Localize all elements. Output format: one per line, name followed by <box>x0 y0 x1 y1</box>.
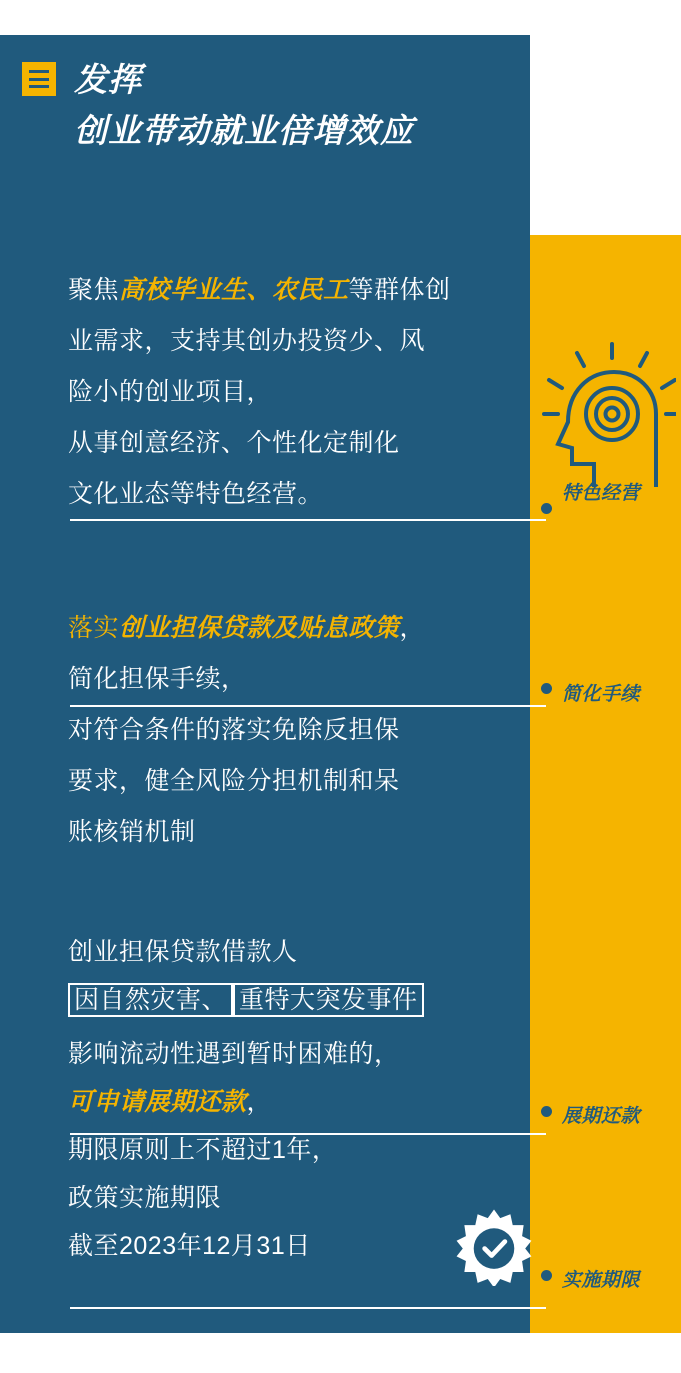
connector-line-3 <box>70 1133 546 1135</box>
page-title-line1: 发挥 <box>74 60 142 98</box>
callout-label-extend-repayment: 展期还款 <box>562 1106 641 1127</box>
hamburger-icon <box>22 62 56 96</box>
text-block-entrepreneurship-demand <box>68 265 498 520</box>
highlight-run: 创业担保贷款及贴息政策 <box>119 614 400 642</box>
text-line: 账核销机制 <box>68 818 196 846</box>
text-line: 文化业态等特色经营。 <box>68 480 324 508</box>
connector-line-1 <box>70 519 546 521</box>
connector-dot-3 <box>541 1106 552 1117</box>
boxed-term-major-emergency: 重特大突发事件 <box>233 983 424 1017</box>
text-line: 从事创意经济、个性化定制化 <box>68 429 400 457</box>
text-line: 截至2023年12月31日 <box>68 1232 311 1260</box>
connector-line-2 <box>70 705 546 707</box>
boxed-term-disaster: 因自然灾害、 <box>68 983 233 1017</box>
text-line: 业需求，支持其创办投资少、风 <box>68 327 426 355</box>
head-idea-icon <box>536 322 676 487</box>
highlight-run: 高校毕业生、农民工 <box>119 276 349 304</box>
callout-label-implementation-deadline: 实施期限 <box>562 1270 641 1291</box>
text-block-guarantee-loan <box>68 603 508 858</box>
text-line: 险小的创业项目， <box>68 378 273 406</box>
text-line: 期限原则上不超过1年， <box>68 1136 338 1164</box>
text-line: 要求，健全风险分担机制和呆 <box>68 767 400 795</box>
text-run: 聚焦 <box>68 276 120 304</box>
text-line <box>68 265 498 316</box>
text-run: 落实 <box>68 614 120 642</box>
header-title-row <box>22 62 492 96</box>
text-line: 创业担保贷款借款人 <box>68 938 298 966</box>
page-title-line2: 创业带动就业倍增效应 <box>74 112 414 149</box>
text-run: ， <box>246 1088 273 1116</box>
callout-label-featured-operation: 特色经营 <box>562 483 641 504</box>
poster-header <box>22 62 492 147</box>
connector-dot-4 <box>541 1270 552 1281</box>
connector-dot-2 <box>541 683 552 694</box>
text-line-boxed <box>68 976 518 1024</box>
text-line: 影响流动性遇到暂时困难的， <box>68 1040 400 1068</box>
gear-check-icon <box>455 1208 533 1286</box>
text-line: 政策实施期限 <box>68 1184 222 1212</box>
text-line <box>68 603 508 654</box>
connector-dot-1 <box>541 503 552 514</box>
connector-line-4 <box>70 1307 546 1309</box>
text-run: ， <box>399 614 426 642</box>
highlight-run: 可申请展期还款 <box>68 1088 247 1116</box>
text-block-deferred-repayment <box>68 928 518 1270</box>
text-line <box>68 1078 518 1126</box>
callout-label-simplify-procedure: 简化手续 <box>562 684 641 705</box>
text-line: 对符合条件的落实免除反担保 <box>68 716 400 744</box>
text-run: 等群体创 <box>348 276 451 304</box>
text-line: 简化担保手续， <box>68 665 247 693</box>
